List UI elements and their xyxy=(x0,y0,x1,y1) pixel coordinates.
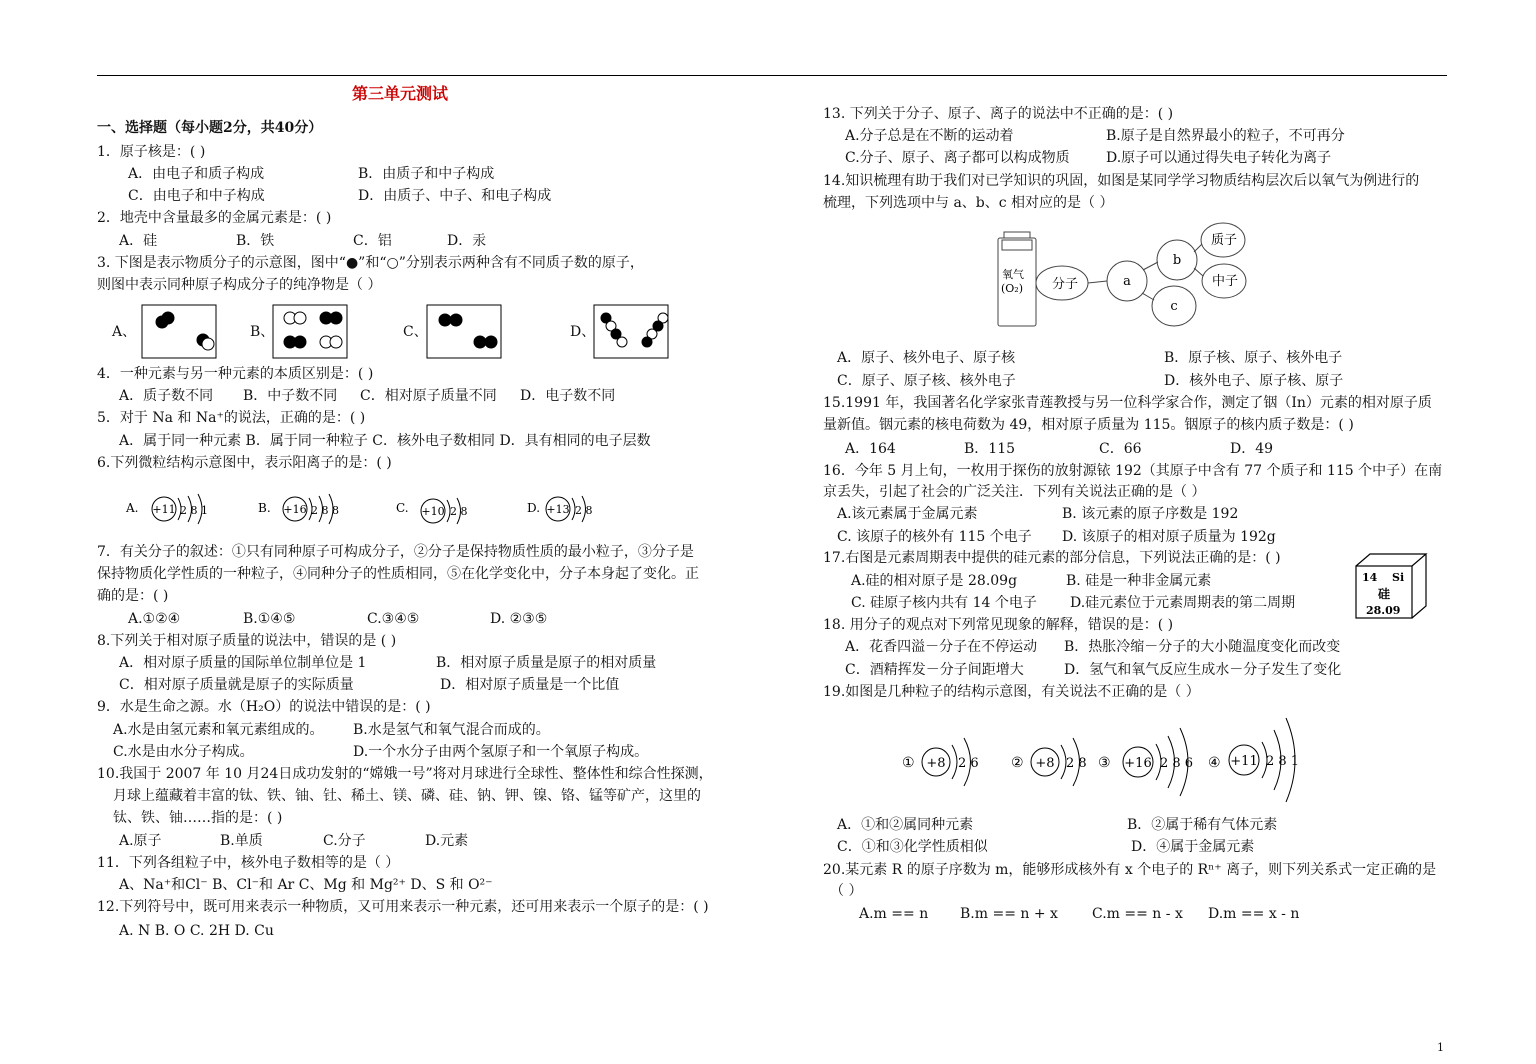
q14-a: a xyxy=(1123,274,1131,289)
q3-label-c: C、 xyxy=(403,324,428,340)
left-col-line: 5．对于 Na 和 Na⁺的说法，正确的是：( ) xyxy=(97,410,366,426)
q19-nucleus-1: +8 xyxy=(926,756,946,771)
q3-label-b: B、 xyxy=(250,324,275,340)
left-col-line: 2．地壳中含量最多的金属元素是：( ) xyxy=(97,210,332,226)
left-col-line: 8.下列关于相对原子质量的说法中，错误的是 ( ) xyxy=(97,633,397,649)
right-col-line: C. 硅原子核内共有 14 个电子 xyxy=(851,595,1037,611)
right-col-line: 20.某元素 R 的原子序数为 m，能够形成核外有 x 个电子的 Rⁿ⁺ 离子，则下列关系式一定正确的是 xyxy=(823,862,1437,878)
right-col-line: C. 该原子的核外有 115 个电子 xyxy=(837,529,1032,545)
left-col-line: C．相对原子质量就是原子的实际质量 xyxy=(119,677,354,693)
q14-molecule: 分子 xyxy=(1051,277,1079,292)
q14-neutron: 中子 xyxy=(1211,274,1239,289)
q6-shells-d: 2 8 xyxy=(575,504,593,517)
right-col-line: （ ） xyxy=(830,883,863,899)
right-col-line: D.硅元素位于元素周期表的第二周期 xyxy=(1070,595,1296,611)
q17-mass: 28.09 xyxy=(1366,604,1401,617)
right-col-line: B．②属于稀有气体元素 xyxy=(1127,817,1278,833)
q6-label-a: A. xyxy=(126,501,139,515)
right-col-line: D. 该原子的相对原子质量为 192g xyxy=(1062,529,1276,545)
left-col-line: 9．水是生命之源。水（H₂O）的说法中错误的是：( ) xyxy=(97,699,431,715)
left-col-line: C．由电子和中子构成 xyxy=(128,188,265,204)
right-col-line: 13. 下列关于分子、原子、离子的说法中不正确的是：( ) xyxy=(823,106,1174,122)
left-col-line: D．电子数不同 xyxy=(520,388,616,404)
right-col-line: C.分子、原子、离子都可以构成物质 xyxy=(845,150,1070,166)
right-col-line: 京丢失，引起了社会的广泛关注．下列有关说法正确的是（ ） xyxy=(823,484,1206,500)
left-col-line: A．硅 xyxy=(119,233,158,249)
left-col-line: C.分子 xyxy=(323,833,366,849)
left-col-line: A．由电子和质子构成 xyxy=(128,166,265,182)
right-col-line: 14.知识梳理有助于我们对已学知识的巩固，如图是某同学学习物质结构层次后以氧气为例进行的 xyxy=(823,173,1420,189)
left-col-line: B.①④⑤ xyxy=(243,611,296,627)
q19-nucleus-2: +8 xyxy=(1035,756,1055,771)
q14-proton: 质子 xyxy=(1210,233,1238,248)
right-col-line: B．原子核、原子、核外电子 xyxy=(1164,350,1343,366)
q6-nucleus-b: +16 xyxy=(283,503,307,516)
q19-label-4: ④ xyxy=(1208,755,1221,771)
q19-shells-1: 2 6 xyxy=(958,756,979,771)
right-col-line: A．①和②属同种元素 xyxy=(837,817,974,833)
left-col-line: B.水是氢气和氧气混合而成的。 xyxy=(353,722,550,738)
q3-label-d: D、 xyxy=(570,324,596,340)
right-col-line: C．酒精挥发－分子间距增大 xyxy=(845,662,1024,678)
left-col-line: A.①②④ xyxy=(128,611,181,627)
left-col-line: D.一个水分子由两个氢原子和一个氧原子构成。 xyxy=(353,744,649,760)
left-col-line: B．由质子和中子构成 xyxy=(358,166,495,182)
right-col-line: A．原子、核外电子、原子核 xyxy=(837,350,1016,366)
q19-shells-4: 2 8 1 xyxy=(1266,754,1300,769)
left-col-line: 1．原子核是：( ) xyxy=(97,144,206,160)
left-col-line: 保持物质化学性质的一种粒子，④同种分子的性质相同，⑤在化学变化中，分子本身起了变化。正 xyxy=(97,566,699,582)
right-col-line: B．热胀冷缩－分子的大小随温度变化而改变 xyxy=(1064,639,1341,655)
right-col-line: D．49 xyxy=(1230,441,1274,457)
q19-label-2: ② xyxy=(1011,755,1024,771)
q19-label-1: ① xyxy=(902,755,915,771)
q14-bottle-formula: (O₂) xyxy=(1001,282,1024,295)
right-col-line: B.原子是自然界最小的粒子，不可再分 xyxy=(1106,128,1345,144)
page-title: 第三单元测试 xyxy=(352,84,449,103)
left-col-line: 3. 下图是表示物质分子的示意图，图中“●”和“○”分别表示两种含有不同质子数的原子， xyxy=(97,255,644,271)
q6-label-d: D. xyxy=(527,501,541,515)
right-col-line: A.该元素属于金属元素 xyxy=(837,506,978,522)
q17-atomic-number: 14 xyxy=(1362,571,1378,584)
left-col-line: A.水是由氢元素和氧元素组成的。 xyxy=(113,722,324,738)
right-col-line: 15.1991 年，我国著名化学家张青莲教授与另一位科学家合作，测定了铟（In）元素的相对原子质 xyxy=(823,395,1432,411)
right-col-line: 17.右图是元素周期表中提供的硅元素的部分信息，下列说法正确的是：( ) xyxy=(823,550,1281,566)
right-col-line: C．①和③化学性质相似 xyxy=(837,839,988,855)
q6-nucleus-c: +10 xyxy=(421,505,445,518)
left-col-line: 则图中表示同种原子构成分子的纯净物是（ ） xyxy=(97,277,382,293)
q14-bottle-label: 氧气 xyxy=(1002,268,1024,281)
q6-nucleus-a: +11 xyxy=(152,503,176,516)
right-col-line: A.m == n xyxy=(859,906,929,922)
q14-b: b xyxy=(1172,253,1182,268)
section-heading: 一、选择题（每小题2分，共40分） xyxy=(97,120,323,136)
right-col-line: 量新值。铟元素的核电荷数为 49，相对原子质量为 115。铟原子的核内质子数是：( ) xyxy=(823,417,1354,433)
left-col-line: D. ②③⑤ xyxy=(490,611,548,627)
left-col-line: 11．下列各组粒子中，核外电子数相等的是（ ） xyxy=(97,855,400,871)
left-col-line: A．质子数不同 xyxy=(119,388,214,404)
right-col-line: 19.如图是几种粒子的结构示意图，有关说法不正确的是（ ） xyxy=(823,684,1200,700)
right-col-line: D.原子可以通过得失电子转化为离子 xyxy=(1106,150,1332,166)
right-col-line: B. 该元素的原子序数是 192 xyxy=(1062,506,1239,522)
left-col-line: 7．有关分子的叙述：①只有同种原子可构成分子，②分子是保持物质性质的最小粒子，③分子是 xyxy=(97,544,694,560)
right-col-line: D．氢气和氧气反应生成水－分子发生了变化 xyxy=(1064,662,1342,678)
left-col-line: A．相对原子质量的国际单位制单位是 1 xyxy=(119,655,367,671)
left-col-line: C.水是由水分子构成。 xyxy=(113,744,254,760)
left-col-line: D.元素 xyxy=(425,833,469,849)
left-col-line: C.③④⑤ xyxy=(367,611,420,627)
q14-c: c xyxy=(1170,299,1178,314)
left-col-line: A、Na⁺和Cl⁻ B、Cl⁻和 Ar C、Mg 和 Mg²⁺ D、S 和 O²⁻ xyxy=(119,877,493,893)
q6-nucleus-d: +13 xyxy=(546,503,570,516)
right-col-line: C．原子、原子核、核外电子 xyxy=(837,373,1016,389)
left-col-line: D．汞 xyxy=(447,233,487,249)
q19-shells-2: 2 8 xyxy=(1066,756,1087,771)
left-col-line: 月球上蕴藏着丰富的钛、铁、铀、钍、稀土、镁、磷、硅、钠、钾、镍、铬、锰等矿产，这里的 xyxy=(113,788,701,804)
right-col-line: 梳理，下列选项中与 a、b、c 相对应的是（ ） xyxy=(823,195,1114,211)
right-col-line: 16．今年 5 月上旬，一枚用于探伤的放射源铱 192（其原子中含有 77 个质子和 115 个中子）在南 xyxy=(823,463,1443,479)
q6-label-c: C. xyxy=(396,501,409,515)
left-col-line: D．相对原子质量是一个比值 xyxy=(440,677,620,693)
right-col-line: A.硅的相对原子是 28.09g xyxy=(851,573,1018,589)
q6-label-b: B. xyxy=(258,501,271,515)
left-col-line: 确的是：( ) xyxy=(97,588,169,604)
q17-silicon-tile xyxy=(1352,550,1432,622)
left-col-line: B.单质 xyxy=(220,833,263,849)
q17-symbol: Si xyxy=(1392,571,1405,584)
q6-shells-b: 2 8 8 xyxy=(311,504,339,517)
left-col-line: A．属于同一种元素 B．属于同一种粒子 C．核外电子数相同 D．具有相同的电子层数 xyxy=(119,433,651,449)
right-col-line: D.m == x - n xyxy=(1208,906,1300,922)
left-col-line: B．铁 xyxy=(236,233,275,249)
q19-label-3: ③ xyxy=(1098,755,1111,771)
right-col-line: A．花香四溢－分子在不停运动 xyxy=(845,639,1038,655)
q19-nucleus-4: +11 xyxy=(1230,754,1258,769)
right-col-line: B. 硅是一种非金属元素 xyxy=(1066,573,1212,589)
right-col-line: D．核外电子、原子核、原子 xyxy=(1164,373,1344,389)
q3-label-a: A、 xyxy=(112,324,137,340)
page-number: 1 xyxy=(1437,1041,1444,1054)
left-col-line: B．相对原子质量是原子的相对质量 xyxy=(436,655,657,671)
right-col-line: D．④属于金属元素 xyxy=(1131,839,1255,855)
right-col-line: B.m == n + x xyxy=(960,906,1058,922)
left-col-line: A. N B. O C. 2H D. Cu xyxy=(119,923,274,939)
q6-shells-c: 2 8 xyxy=(450,505,468,518)
left-col-line: C．相对原子质量不同 xyxy=(360,388,497,404)
left-col-line: D．由质子、中子、和电子构成 xyxy=(358,188,552,204)
right-col-line: B．115 xyxy=(964,441,1016,457)
left-col-line: 4．一种元素与另一种元素的本质区别是：( ) xyxy=(97,366,374,382)
left-col-line: 12.下列符号中，既可用来表示一种物质，又可用来表示一种元素，还可用来表示一个原子的是：( ) xyxy=(97,899,709,915)
q19-nucleus-3: +16 xyxy=(1124,756,1152,771)
right-col-line: A．164 xyxy=(845,441,896,457)
right-col-line: C．66 xyxy=(1099,441,1142,457)
left-col-line: 6.下列微粒结构示意图中，表示阳离子的是：( ) xyxy=(97,455,392,471)
q6-shells-a: 2 8 1 xyxy=(180,504,208,517)
left-col-line: A.原子 xyxy=(119,833,162,849)
left-col-line: 钛、铁、铀……指的是：( ) xyxy=(113,810,283,826)
right-col-line: C.m == n - x xyxy=(1092,906,1183,922)
left-col-line: B．中子数不同 xyxy=(243,388,338,404)
left-col-line: C．铝 xyxy=(353,233,392,249)
right-col-line: 18. 用分子的观点对下列常见现象的解释，错误的是：( ) xyxy=(823,617,1174,633)
q17-name: 硅 xyxy=(1378,587,1391,601)
q19-shells-3: 2 8 6 xyxy=(1160,756,1194,771)
left-col-line: 10.我国于 2007 年 10 月24日成功发射的“嫦娥一号”将对月球进行全球性、整体性和综合性探测， xyxy=(97,766,713,782)
right-col-line: A.分子总是在不断的运动着 xyxy=(845,128,1014,144)
